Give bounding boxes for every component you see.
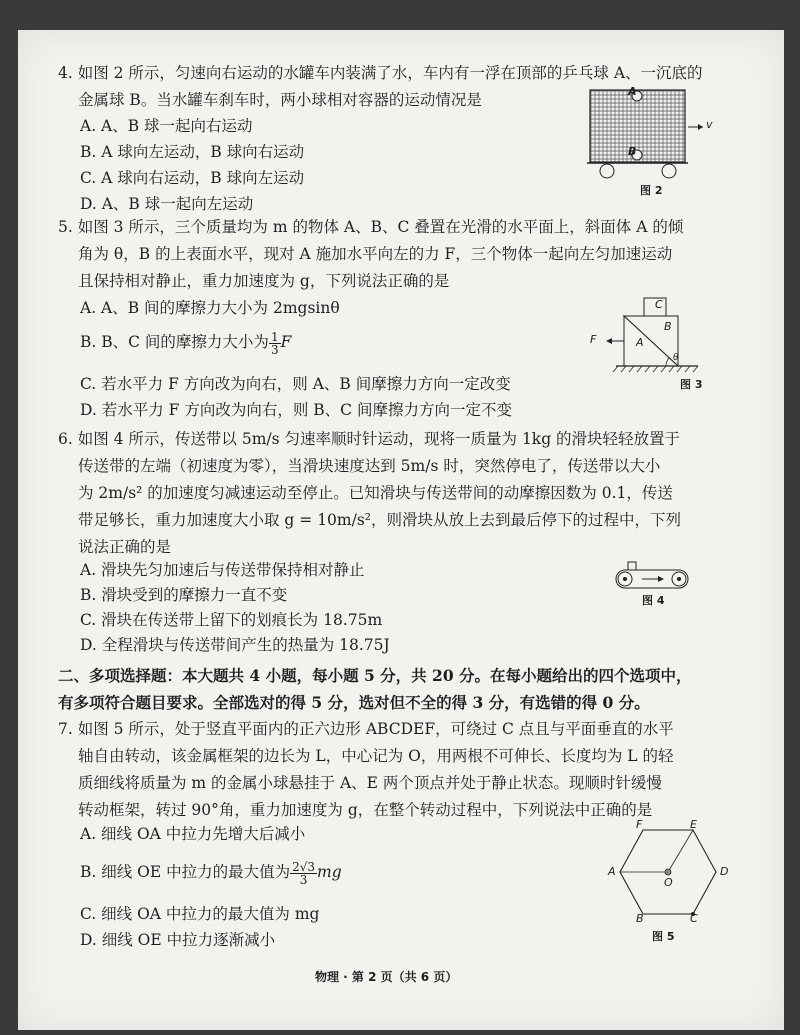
fig5-caption: 图 5 [652, 930, 675, 943]
q7-option-c: C. 细线 OA 中拉力的最大值为 mg [80, 905, 320, 923]
figure-2-tank-truck [585, 85, 705, 180]
fig5-label-c: C [690, 912, 698, 925]
q5-stem-line3: 且保持相对静止，重力加速度为 g，下列说法正确的是 [78, 272, 450, 290]
fig3-label-theta: θ [673, 353, 679, 363]
question-6 [58, 426, 738, 561]
q4-option-c: C. A 球向右运动，B 球向左运动 [80, 169, 305, 187]
q5-option-b-var: F [280, 333, 292, 351]
q7-option-b-var: mg [317, 863, 342, 881]
q7-stem-line1: 7. 如图 5 所示，处于竖直平面内的正六边形 ABCDEF，可绕过 C 点且与平面垂直的水平 [58, 720, 674, 738]
q5-stem-line2: 角为 θ，B 的上表面水平，现对 A 施加水平向左的力 F，三个物体一起向左匀加速运动 [78, 245, 673, 263]
q7-option-b-text: B. 细线 OE 中拉力的最大值为 [80, 863, 291, 881]
question-5 [58, 214, 738, 295]
fig5-label-f: F [636, 818, 643, 831]
fraction-denominator: 3 [270, 342, 279, 357]
fig2-label-b: B [628, 145, 637, 158]
fig5-label-d: D [720, 865, 729, 878]
q6-stem-line1: 6. 如图 4 所示，传送带以 5m/s 匀速率顺时针运动，现将一质量为 1kg 的滑块轻轻放置于 [58, 430, 681, 448]
q6-option-b: B. 滑块受到的摩擦力一直不变 [80, 586, 288, 604]
fig3-caption: 图 3 [680, 378, 703, 391]
q5-option-b [80, 330, 291, 356]
wheel-icon [600, 164, 614, 178]
fig4-caption: 图 4 [642, 594, 665, 607]
q5-option-c: C. 若水平力 F 方向改为向右，则 A、B 间摩擦力方向一定改变 [80, 375, 511, 393]
q7-option-a: A. 细线 OA 中拉力先增大后减小 [80, 825, 306, 843]
string-oe [668, 830, 693, 872]
wheel-icon [662, 164, 676, 178]
fig5-label-o: O [664, 876, 673, 889]
q6-option-d: D. 全程滑块与传送带间产生的热量为 18.75J [80, 636, 390, 654]
fig3-label-a: A [636, 336, 644, 349]
fraction-numerator: 1 [270, 329, 279, 344]
q7-stem-line3: 质细线将质量为 m 的金属小球悬挂于 A、E 两个顶点并处于静止状态。现顺时针缓慢 [78, 774, 662, 792]
arrow-right-icon [698, 124, 703, 130]
fig5-label-e: E [690, 818, 697, 831]
fig3-label-b: B [664, 320, 672, 333]
fig2-caption: 图 2 [640, 184, 663, 197]
arrow-left-icon [606, 338, 612, 344]
q7-option-b [80, 860, 342, 886]
q5-option-d: D. 若水平力 F 方向改为向右，则 B、C 间摩擦力方向一定不变 [80, 401, 512, 419]
q5-option-a: A. A、B 间的摩擦力大小为 2mgsinθ [80, 299, 340, 317]
figure-5-hexagon-frame [618, 826, 718, 916]
fig5-label-a: A [608, 865, 616, 878]
q5-stem-line1: 5. 如图 3 所示，三个质量均为 m 的物体 A、B、C 叠置在光滑的水平面上，斜面体 A 的倾 [58, 218, 684, 236]
fraction [269, 331, 281, 356]
fig3-label-c: C [655, 298, 663, 311]
q6-stem-line3: 为 2m/s² 的加速度匀减速运动至停止。已知滑块与传送带间的动摩擦因数为 0.1，传送 [78, 484, 673, 502]
section-2-header [58, 662, 748, 716]
q4-option-a: A. A、B 球一起向右运动 [80, 117, 253, 135]
q6-option-c: C. 滑块在传送带上留下的划痕长为 18.75m [80, 611, 383, 629]
q6-stem-line5: 说法正确的是 [78, 538, 172, 556]
section-2-line2: 有多项符合题目要求。全部选对的得 5 分，选对但不全的得 3 分，有选错的得 0 分。 [58, 693, 650, 712]
slider-block [628, 562, 636, 570]
section-2-line1: 二、多项选择题：本大题共 4 小题，每小题 5 分，共 20 分。在每小题给出的四个选项中， [58, 666, 692, 685]
q7-option-d: D. 细线 OE 中拉力逐渐减小 [80, 931, 276, 949]
q4-stem-line1: 4. 如图 2 所示，匀速向右运动的水罐车内装满了水，车内有一浮在顶部的乒乓球 A、一沉底的 [58, 64, 703, 82]
question-7 [58, 716, 738, 824]
q4-option-b: B. A 球向左运动，B 球向右运动 [80, 143, 305, 161]
fraction [290, 861, 317, 886]
fig2-label-a: A [628, 85, 637, 98]
q6-stem-line2: 传送带的左端（初速度为零），当滑块速度达到 5m/s 时，突然停电了，传送带以大小 [78, 457, 661, 475]
figure-3-stacked-blocks [598, 296, 708, 376]
q4-option-d: D. A、B 球一起向左运动 [80, 195, 254, 213]
q6-option-a: A. 滑块先匀加速后与传送带保持相对静止 [80, 561, 365, 579]
q7-stem-line2: 轴自由转动，该金属框架的边长为 L，中心记为 O，用两根不可伸长、长度均为 L 的轻 [78, 747, 674, 765]
fig3-label-f: F [590, 333, 597, 346]
q4-stem-line2: 金属球 B。当水罐车刹车时，两小球相对容器的运动情况是 [78, 91, 482, 109]
fig2-label-v: v [706, 118, 713, 131]
q6-stem-line4: 带足够长，重力加速度大小取 g = 10m/s²，则滑块从放上去到最后停下的过程中，下列 [78, 511, 682, 529]
metal-ball [665, 869, 671, 875]
page-footer: 物理 · 第 2 页（共 6 页） [315, 970, 458, 984]
q5-option-b-text: B. B、C 间的摩擦力大小为 [80, 333, 269, 351]
figure-4-conveyor-belt [612, 558, 692, 590]
fraction-denominator: 3 [299, 872, 308, 887]
fig5-label-b: B [636, 912, 644, 925]
fraction-numerator: 2√3 [292, 859, 316, 874]
q7-stem-line4: 转动框架，转过 90°角，重力加速度为 g，在整个转动过程中，下列说法中正确的是 [78, 801, 653, 819]
